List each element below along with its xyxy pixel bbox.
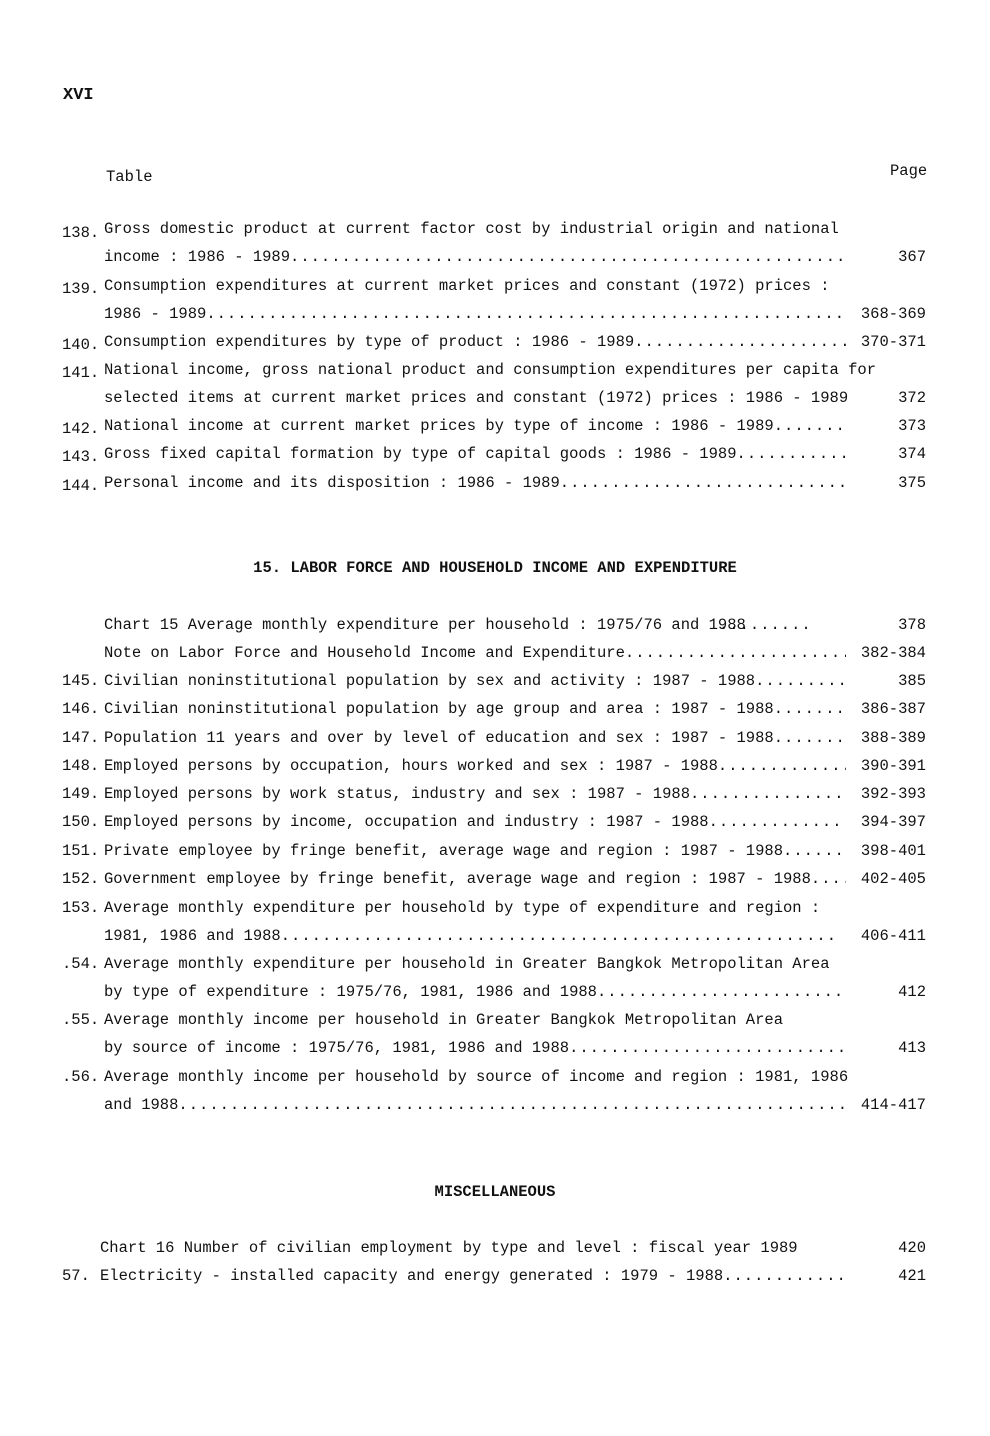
entry-number: 152. xyxy=(62,870,100,888)
entry-number: 142. xyxy=(62,420,100,438)
entry-page: 368-369 xyxy=(860,305,926,323)
entry-page: 370-371 xyxy=(860,333,926,351)
entry-page: 402-405 xyxy=(860,870,926,888)
entry-page: 406-411 xyxy=(860,927,926,945)
entry-page: 373 xyxy=(898,417,926,435)
entry-number: .55. xyxy=(62,1011,100,1029)
entry-title: Average monthly income per household by source of income and region : 1981, 1986 xyxy=(104,1068,849,1086)
entry-page: 420 xyxy=(898,1239,926,1257)
entry-title-cont: 1986 - 1989 xyxy=(104,305,207,323)
entry-leader: ......... xyxy=(719,616,812,634)
section-title-miscellaneous: MISCELLANEOUS xyxy=(434,1183,556,1201)
entry-page: 374 xyxy=(898,445,926,463)
entry-number: 151. xyxy=(62,842,100,860)
entry-number: 149. xyxy=(62,785,100,803)
entry-number: 143. xyxy=(62,448,100,466)
entry-title: Employed persons by income, occupation and industry : 1987 - 1988 xyxy=(104,813,709,831)
entry-page: 378 xyxy=(898,616,926,634)
entry-title-cont: by type of expenditure : 1975/76, 1981, 1986 and 1988 xyxy=(104,983,597,1001)
entry-number: .54. xyxy=(62,955,100,973)
entry-number: 146. xyxy=(62,700,100,718)
entry-title: National income, gross national product and consumption expenditures per capita for xyxy=(104,361,877,379)
entry-number: 153. xyxy=(62,899,100,917)
entry-number: .56. xyxy=(62,1068,100,1086)
entry-page: 412 xyxy=(898,983,926,1001)
entry-page: 388-389 xyxy=(860,729,926,747)
entry-title: Chart 15 Average monthly expenditure per household : 1975/76 and 1988 xyxy=(104,616,746,634)
entry-title: Personal income and its disposition : 1986 - 1989 xyxy=(104,474,560,492)
entry-title: Average monthly expenditure per household in Greater Bangkok Metropolitan Area xyxy=(104,955,830,973)
entry-title: Civilian noninstitutional population by age group and area : 1987 - 1988 xyxy=(104,700,774,718)
entry-title: Note on Labor Force and Household Income and Expenditure xyxy=(104,644,625,662)
entry-number: 138. xyxy=(62,224,100,242)
entry-title-cont: income : 1986 - 1989 xyxy=(104,248,291,266)
entry-page: 385 xyxy=(898,672,926,690)
entry-title: Chart 16 Number of civilian employment by type and level : fiscal year 1989 xyxy=(100,1239,798,1257)
entry-title: National income at current market prices by type of income : 1986 - 1989 xyxy=(104,417,774,435)
entry-number: 145. xyxy=(62,672,100,690)
entry-number: 141. xyxy=(62,364,100,382)
entry-page: 398-401 xyxy=(860,842,926,860)
entry-title: Private employee by fringe benefit, average wage and region : 1987 - 1988 xyxy=(104,842,784,860)
entry-title-cont: 1981, 1986 and 1988 xyxy=(104,927,281,945)
entry-page: 386-387 xyxy=(860,700,926,718)
entry-title: Gross fixed capital formation by type of capital goods : 1986 - 1989 xyxy=(104,445,737,463)
entry-page: 367 xyxy=(898,248,926,266)
section-title-labor: 15. LABOR FORCE AND HOUSEHOLD INCOME AND EXPENDITURE xyxy=(253,559,737,577)
entry-page: 394-397 xyxy=(860,813,926,831)
entry-page: 413 xyxy=(898,1039,926,1057)
entry-title: Consumption expenditures by type of product : 1986 - 1989 xyxy=(104,333,635,351)
entry-number: 147. xyxy=(62,729,100,747)
entry-title: Consumption expenditures at current market prices and constant (1972) prices : xyxy=(104,277,830,295)
entry-page: 414-417 xyxy=(860,1096,926,1114)
entry-number: 148. xyxy=(62,757,100,775)
entry-page: 375 xyxy=(898,474,926,492)
entry-page: 392-393 xyxy=(860,785,926,803)
entry-title: Electricity - installed capacity and energy generated : 1979 - 1988 xyxy=(100,1267,724,1285)
entry-title-cont: and 1988 xyxy=(104,1096,179,1114)
entry-number: 139. xyxy=(62,280,100,298)
entry-title-cont: selected items at current market prices and constant (1972) prices : 1986 - 1989 xyxy=(104,389,849,407)
page-number: XVI xyxy=(63,86,94,105)
entry-page: 390-391 xyxy=(860,757,926,775)
entry-title: Gross domestic product at current factor cost by industrial origin and national xyxy=(104,220,839,238)
entry-title: Average monthly income per household in Greater Bangkok Metropolitan Area xyxy=(104,1011,784,1029)
entry-number: 150. xyxy=(62,813,100,831)
entry-title-cont: by source of income : 1975/76, 1981, 1986 and 1988 xyxy=(104,1039,570,1057)
entry-title: Population 11 years and over by level of education and sex : 1987 - 1988 xyxy=(104,729,774,747)
page-column-header: Page xyxy=(890,162,928,180)
entry-page: 382-384 xyxy=(860,644,926,662)
entry-number: 140. xyxy=(62,336,100,354)
entry-page: 421 xyxy=(898,1267,926,1285)
entry-page: 372 xyxy=(898,389,926,407)
entry-title: Civilian noninstitutional population by sex and activity : 1987 - 1988 xyxy=(104,672,756,690)
entry-number: 57. xyxy=(62,1267,90,1285)
entry-number: 144. xyxy=(62,477,100,495)
entry-title: Average monthly expenditure per household by type of expenditure and region : xyxy=(104,899,821,917)
table-column-header: Table xyxy=(106,168,153,186)
entry-title: Employed persons by work status, industry and sex : 1987 - 1988 xyxy=(104,785,690,803)
entry-title: Government employee by fringe benefit, average wage and region : 1987 - 1988 xyxy=(104,870,811,888)
entry-title: Employed persons by occupation, hours worked and sex : 1987 - 1988 xyxy=(104,757,718,775)
